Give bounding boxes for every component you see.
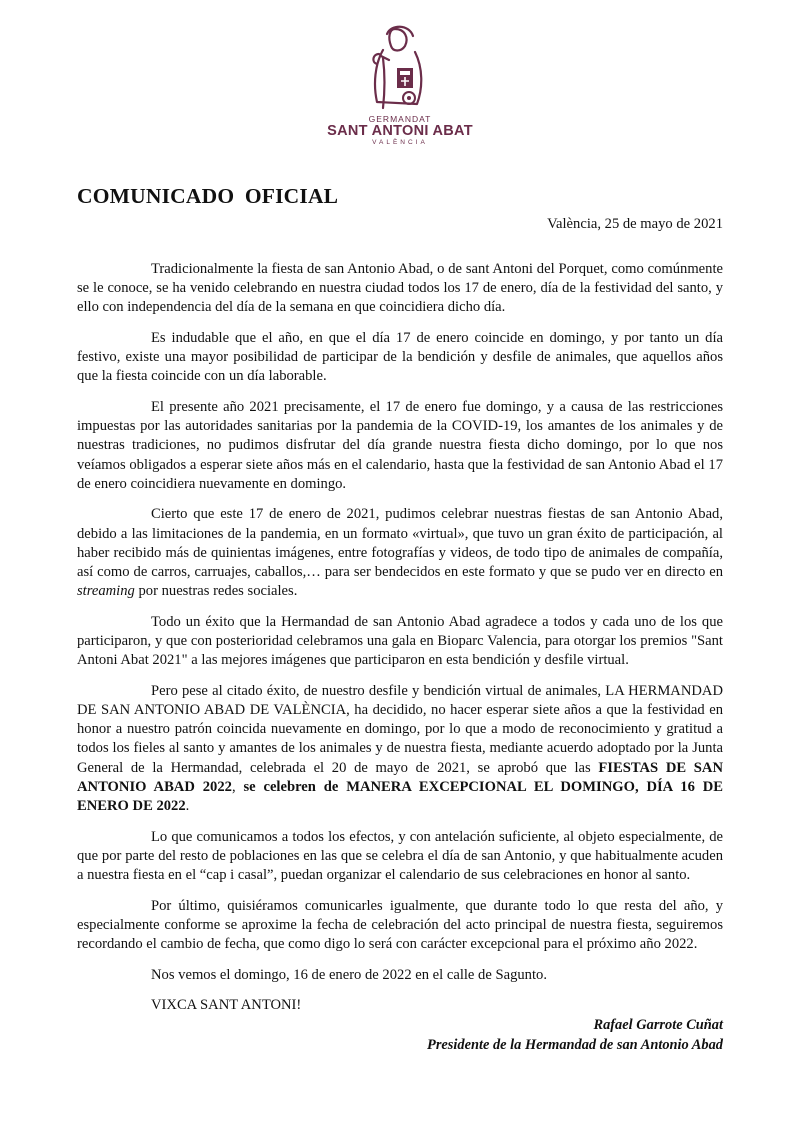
logo-line-germandat: GERMANDAT: [368, 114, 432, 124]
paragraph-6-comma: ,: [231, 778, 244, 795]
paragraph-4-text-a: Cierto que este 17 de enero de 2021, pudimos celebrar nuestras fiestas de san Antonio Abad, debido a las limitaciones de la pandemia, en un formato «virtual», que tuvo un gran éxito de participación, al haber recibido más de quinientas imágenes, entre fotografías y videos, de todo tipo de animales de compañía, así como de carros, carruajes, caballos,… para ser bendecidos en este formato y que se pudo ver en directo en: [77, 506, 723, 581]
paragraph-4-emphasis: streaming: [77, 583, 135, 600]
paragraph-4: [77, 505, 723, 601]
paragraph-9: Nos vemos el domingo, 16 de enero de 2022 en el calle de Sagunto.: [151, 966, 547, 983]
paragraph-10: VIXCA SANT ANTONI!: [151, 997, 302, 1014]
paragraph-6-text-a: Pero pese al citado éxito, de nuestro desfile y bendición virtual de animales, LA HERMANDAD DE SAN ANTONIO ABAD DE VALÈNCIA, ha decidido, no hacer esperar siete años a que la festividad en honor a nuestro patrón coincida nuevamente en domingo, por lo que a modo de reconocimiento y gratitud a todos los fieles al santo y amantes de los animales y de nuestra fiesta, mediante acuerdo adoptado por la Junta General de la Hermandad, celebrada el 20 de mayo de 2021, se aprobó que las: [77, 682, 723, 776]
paragraph-6-bold-date: se celebren de MANERA EXCEPCIONAL EL DOMINGO, DÍA 16 DE ENERO DE 2022: [77, 778, 724, 815]
logo-line-sant-antoni-abat: SANT ANTONI ABAT: [327, 123, 473, 139]
saint-anthony-emblem-icon: [365, 24, 435, 112]
paragraph-6: [77, 682, 723, 816]
paragraph-6-period: .: [185, 798, 190, 815]
logo-line-valencia: VALÈNCIA: [372, 139, 428, 146]
signature-role: Presidente de la Hermandad de san Antonio Abad: [427, 1037, 723, 1053]
document-title: COMUNICADO OFICIAL: [77, 184, 339, 208]
paragraph-3: El presente año 2021 precisamente, el 17 de enero fue domingo, y a causa de las restricciones impuestas por las autoridades sanitarias por la pandemia de la COVID-19, los amantes de los animales y de nuestras tradiciones, no pudimos disfrutar del día grande nuestra fiesta dicho domingo, por lo que nos veíamos obligados a esperar siete años más en el calendario, hasta que la festividad de san Antonio Abad el 17 de enero coincidiera nuevamente en domingo.: [77, 399, 723, 492]
paragraph-4-text-b: por nuestras redes sociales.: [138, 583, 298, 600]
paragraph-1: Tradicionalmente la fiesta de san Antonio Abad, o de sant Antoni del Porquet, como comúnmente se le conoce, se ha venido celebrando en nuestra ciudad todos los 17 de enero, día de la festividad del santo, y ello con independencia del día de la semana en que coincidiera dicho día.: [77, 261, 723, 316]
document-body: [77, 260, 723, 1027]
document-date: València, 25 de mayo de 2021: [547, 216, 723, 232]
brotherhood-logo: [320, 24, 480, 146]
signature-block: [427, 1015, 723, 1055]
signature-name: Rafael Garrote Cuñat: [593, 1017, 723, 1033]
paragraph-2: Es indudable que el año, en que el día 17 de enero coincide en domingo, y por tanto un día festivo, existe una mayor posibilidad de participar de la bendición y desfile de animales, que aquellos años que la fiesta coincide con un día laborable.: [77, 330, 723, 385]
paragraph-6-bold-fiestas: FIESTAS DE SAN ANTONIO ABAD 2022: [77, 759, 723, 795]
paragraph-5: Todo un éxito que la Hermandad de san Antonio Abad agradece a todos y cada uno de los que participaron, y que con posterioridad celebramos una gala en Bioparc Valencia, para otorgar los premios "Sant Antoni Abat 2021" a las mejores imágenes que participaron en esta bendición y desfile virtual.: [77, 613, 723, 669]
paragraph-7: Lo que comunicamos a todos los efectos, y con antelación suficiente, al objeto especialmente, de que por parte del resto de poblaciones en las que se celebra el día de san Antonio, y que habitualmente acuden a nuestra fiesta en el “cap i casal”, puedan organizar el calendario de sus celebraciones en honor al santo.: [77, 828, 723, 884]
paragraph-8: Por último, quisiéramos comunicarles igualmente, que durante todo lo que resta del año, y especialmente conforme se aproxime la fecha de celebración del acto principal de nuestra fiesta, seguiremos recordando el cambio de fecha, que como digo lo será con carácter excepcional para el próximo año 2022.: [77, 897, 723, 953]
